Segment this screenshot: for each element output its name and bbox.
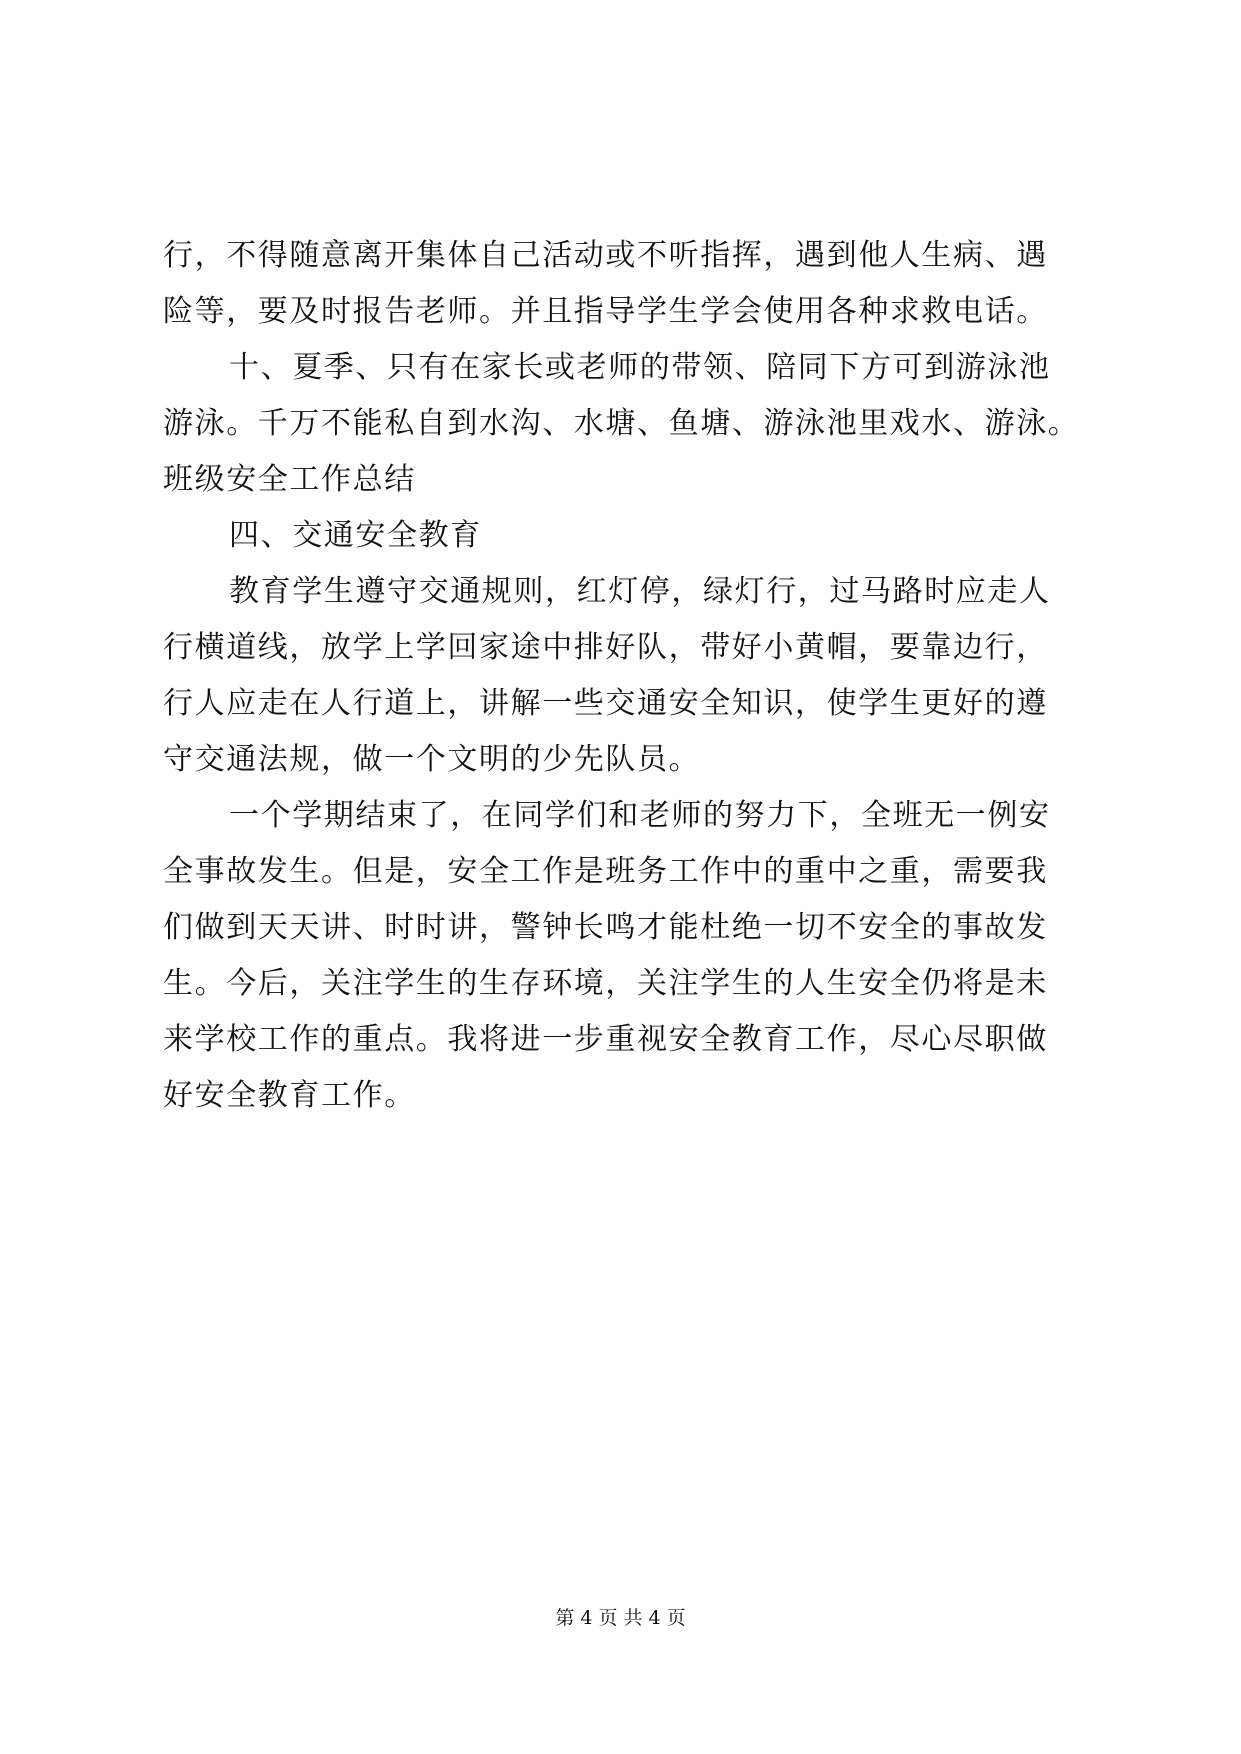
text-line: 行人应走在人行道上，讲解一些交通安全知识，使学生更好的遵	[163, 686, 1048, 721]
section-heading: 四、交通安全教育	[229, 518, 482, 553]
text-line: 来学校工作的重点。我将进一步重视安全教育工作，尽心尽职做	[163, 1022, 1048, 1057]
text-line: 险等，要及时报告老师。并且指导学生学会使用各种求救电话。	[163, 294, 1048, 329]
text-line: 全事故发生。但是，安全工作是班务工作中的重中之重，需要我	[163, 854, 1048, 889]
text-line: 一个学期结束了，在同学们和老师的努力下，全班无一例安	[229, 798, 1051, 833]
text-line: 生。今后，关注学生的生存环境，关注学生的人生安全仍将是未	[163, 966, 1048, 1001]
text-line: 好安全教育工作。	[163, 1078, 416, 1113]
text-line: 教育学生遵守交通规则，红灯停，绿灯行，过马路时应走人	[229, 574, 1051, 609]
page-number: 第 4 页 共 4 页	[555, 1607, 686, 1629]
text-line: 游泳。千万不能私自到水沟、水塘、鱼塘、游泳池里戏水、游泳。	[163, 406, 1080, 441]
text-line: 们做到天天讲、时时讲，警钟长鸣才能杜绝一切不安全的事故发	[163, 910, 1048, 945]
text-line: 行横道线，放学上学回家途中排好队，带好小黄帽，要靠边行，	[163, 630, 1048, 665]
text-line: 守交通法规，做一个文明的少先队员。	[163, 742, 701, 777]
text-line: 班级安全工作总结	[163, 462, 416, 497]
page-footer	[0, 1604, 1241, 1632]
text-line: 行，不得随意离开集体自己活动或不听指挥，遇到他人生病、遇	[163, 238, 1048, 273]
text-line: 十、夏季、只有在家长或老师的带领、陪同下方可到游泳池	[229, 350, 1051, 385]
document-body	[163, 228, 1083, 1124]
